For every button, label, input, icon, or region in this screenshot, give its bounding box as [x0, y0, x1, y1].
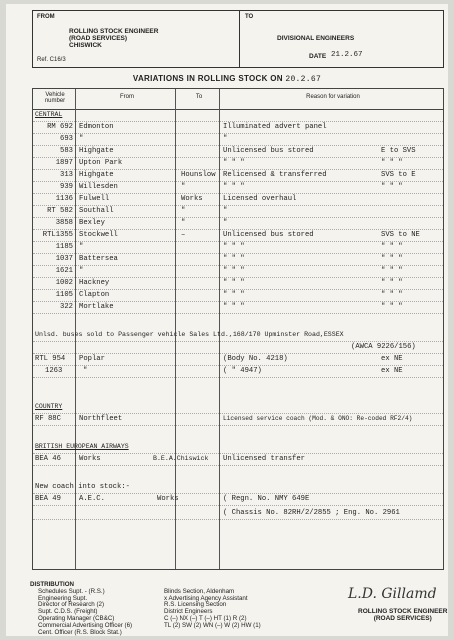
reason: Illuminated advert panel	[223, 123, 327, 131]
col-vehicle: Vehicle number	[44, 92, 66, 104]
vehicle-number: 1621	[55, 267, 73, 275]
reason: " " "	[223, 159, 245, 167]
from-garage: Highgate	[79, 147, 114, 155]
reason: " " "	[223, 243, 245, 251]
vehicle-number: 1002	[55, 279, 73, 287]
from-garage: Poplar	[79, 355, 105, 363]
distribution-item: R.S. Licensing Section	[164, 601, 227, 609]
variations-table	[32, 88, 444, 570]
reason: ( Regn. No. NMY 649E	[223, 495, 310, 503]
reason-extra: SVS to E	[381, 171, 416, 179]
ref-number: Ref. C16/3	[37, 57, 66, 63]
vehicle-number: 1263	[45, 367, 63, 375]
reason: " " "	[223, 267, 245, 275]
from-garage: Southall	[79, 207, 114, 215]
vehicle-number: 3858	[55, 219, 73, 227]
to-garage: Works	[181, 195, 203, 203]
vehicle-number: 1037	[55, 255, 73, 263]
reason-extra: " " "	[381, 243, 403, 251]
reason: "	[223, 219, 228, 227]
from-line: ROLLING STOCK ENGINEER	[69, 28, 159, 35]
vehicle-number: RT 582	[47, 207, 73, 215]
reason-extra: " " "	[381, 255, 403, 263]
distribution-item: Supt. C.D.S. (Freight)	[38, 608, 98, 616]
reason: Relicensed & transferred	[223, 171, 327, 179]
from-line: (ROAD SERVICES)	[69, 35, 128, 42]
distribution-item: TL (2) SW (2) WN (–) W (2) HW (1)	[164, 621, 261, 629]
table-row	[33, 507, 443, 520]
from-garage: Highgate	[79, 171, 114, 179]
from-garage: Stockwell	[79, 231, 118, 239]
vehicle-number: RM 692	[47, 123, 73, 131]
distribution-item: District Engineers	[164, 608, 213, 616]
from-garage: Fulwell	[79, 195, 110, 203]
reason: " " "	[223, 279, 245, 287]
sold-note: Unlsd. buses sold to Passenger vehicle Sales Ltd.,168/170 Upminster Road,ESSEX	[35, 331, 344, 338]
reason: ( " 4947)	[223, 367, 262, 375]
table-header	[33, 89, 443, 110]
reason: ( Chassis No. 82RH/2/2855 ; Eng. No. 2961	[223, 509, 400, 517]
reason: "	[223, 207, 228, 215]
vehicle-number: 313	[60, 171, 73, 179]
vehicle-number: 1897	[55, 159, 73, 167]
reason: Unlicensed transfer	[223, 455, 305, 463]
memo-header	[32, 10, 444, 68]
from-garage: Battersea	[79, 255, 118, 263]
from-garage: Northfleet	[79, 415, 123, 423]
from-garage: A.E.C.	[79, 495, 105, 503]
vehicle-number: 1136	[55, 195, 73, 203]
distribution-item: x Advertising Agency Assistant	[164, 594, 248, 602]
to-garage: Works	[157, 495, 179, 503]
reason-extra: ex NE	[381, 355, 403, 363]
title-text: VARIATIONS IN ROLLING STOCK ON	[132, 74, 283, 83]
col-reason: Reason for variation	[306, 94, 360, 100]
table-row	[33, 365, 443, 378]
to-garage: "	[181, 207, 186, 215]
from-line: CHISWICK	[69, 42, 102, 49]
reason-extra: " " "	[381, 279, 403, 287]
vehicle-number: 693	[60, 135, 73, 143]
to-garage: "	[181, 183, 186, 191]
reason: " " "	[223, 291, 245, 299]
table-row	[33, 301, 443, 314]
vehicle-number: 1105	[55, 291, 73, 299]
reason-extra: SVS to NE	[381, 231, 420, 239]
signoff-line: (ROAD SERVICES)	[373, 615, 432, 622]
reason: Unlicensed bus stored	[223, 147, 314, 155]
table-row	[33, 413, 443, 426]
section-central: CENTRAL	[35, 111, 63, 118]
reason-extra: " " "	[381, 159, 403, 167]
from-garage: "	[79, 243, 84, 251]
reason-extra: " " "	[381, 183, 403, 191]
distribution-item: Blinds Section, Aldenham	[164, 587, 235, 595]
reason-extra: " " "	[381, 291, 403, 299]
from-garage: Willesden	[79, 183, 118, 191]
table-row	[33, 493, 443, 506]
reason: " " "	[223, 303, 245, 311]
to-address: DIVISIONAL ENGINEERS	[277, 35, 355, 42]
to-garage: "	[181, 219, 186, 227]
from-garage: Mortlake	[79, 303, 114, 311]
col-from: From	[120, 94, 134, 100]
from-label: FROM	[37, 14, 55, 20]
date-value: 21.2.67	[331, 51, 363, 59]
from-garage: Edmonton	[79, 123, 114, 131]
distribution-item: Engineering Supt.	[38, 594, 88, 602]
to-garage: –	[181, 231, 186, 239]
distribution-item: Commercial Advertising Officer (6)	[38, 621, 133, 629]
date-label: DATE	[309, 53, 327, 60]
reason: " " "	[223, 255, 245, 263]
reason-extra: " " "	[381, 267, 403, 275]
from-garage: Bexley	[79, 219, 105, 227]
distribution-item: Director of Research (2)	[38, 601, 105, 609]
document-page	[6, 4, 448, 636]
vehicle-number: RF 88C	[35, 415, 61, 423]
from-address	[69, 28, 158, 49]
reason: Licensed overhaul	[223, 195, 297, 203]
table-row	[33, 453, 443, 466]
vehicle-number: RTL1355	[42, 231, 73, 239]
vehicle-number: BEA 49	[35, 495, 61, 503]
distribution-item: C (–) NX (–) T (–) HT (1) R (2)	[164, 614, 247, 622]
reason: (Body No. 4218)	[223, 355, 288, 363]
vehicle-number: BEA 46	[35, 455, 61, 463]
reason: "	[223, 135, 228, 143]
distribution-item: Schedules Supt. - (R.S.)	[38, 587, 105, 595]
vehicle-number: RTL 954	[35, 355, 66, 363]
section-bea: BRITISH EUROPEAN AIRWAYS	[35, 443, 129, 450]
from-garage: Upton Park	[79, 159, 123, 167]
from-box	[33, 11, 240, 67]
distribution-item: Operating Manager (CB&C)	[38, 614, 115, 622]
vehicle-number: 322	[60, 303, 73, 311]
signoff-line: ROLLING STOCK ENGINEER	[358, 608, 448, 615]
awca-ref: (AWCA 9226/156)	[351, 343, 416, 351]
reason-extra: E to SVS	[381, 147, 416, 155]
from-garage: "	[83, 367, 88, 375]
to-garage: Hounslow	[181, 171, 216, 179]
from-garage: Clapton	[79, 291, 110, 299]
reason: " " "	[223, 183, 245, 191]
distribution-item: Cent. Officer (R.S. Block Stat.)	[38, 628, 122, 636]
signature: L.D. Gillamd	[348, 586, 437, 602]
reason: Licensed service coach (Mod. & ONO: Re-coded RF2/4)	[223, 415, 413, 422]
from-garage: Hackney	[79, 279, 110, 287]
distribution-list-2	[164, 582, 344, 630]
section-country: COUNTRY	[35, 403, 63, 410]
distribution-heading: DISTRIBUTION	[30, 581, 74, 588]
to-garage: B.E.A.Chiswick	[153, 455, 209, 462]
vehicle-number: 939	[60, 183, 73, 191]
from-garage: "	[79, 135, 84, 143]
from-garage: Works	[79, 455, 101, 463]
vehicle-number: 583	[60, 147, 73, 155]
reason-extra: ex NE	[381, 367, 403, 375]
page-title	[6, 74, 448, 84]
to-label: TO	[245, 14, 254, 20]
vehicle-number: 1185	[55, 243, 73, 251]
reason-extra: " " "	[381, 303, 403, 311]
new-coach-note: New coach into stock:-	[35, 483, 130, 491]
reason: Unlicensed bus stored	[223, 231, 314, 239]
col-to: To	[195, 94, 203, 100]
signoff-title	[358, 608, 447, 622]
from-garage: "	[79, 267, 84, 275]
title-date: 20.2.67	[285, 75, 322, 84]
